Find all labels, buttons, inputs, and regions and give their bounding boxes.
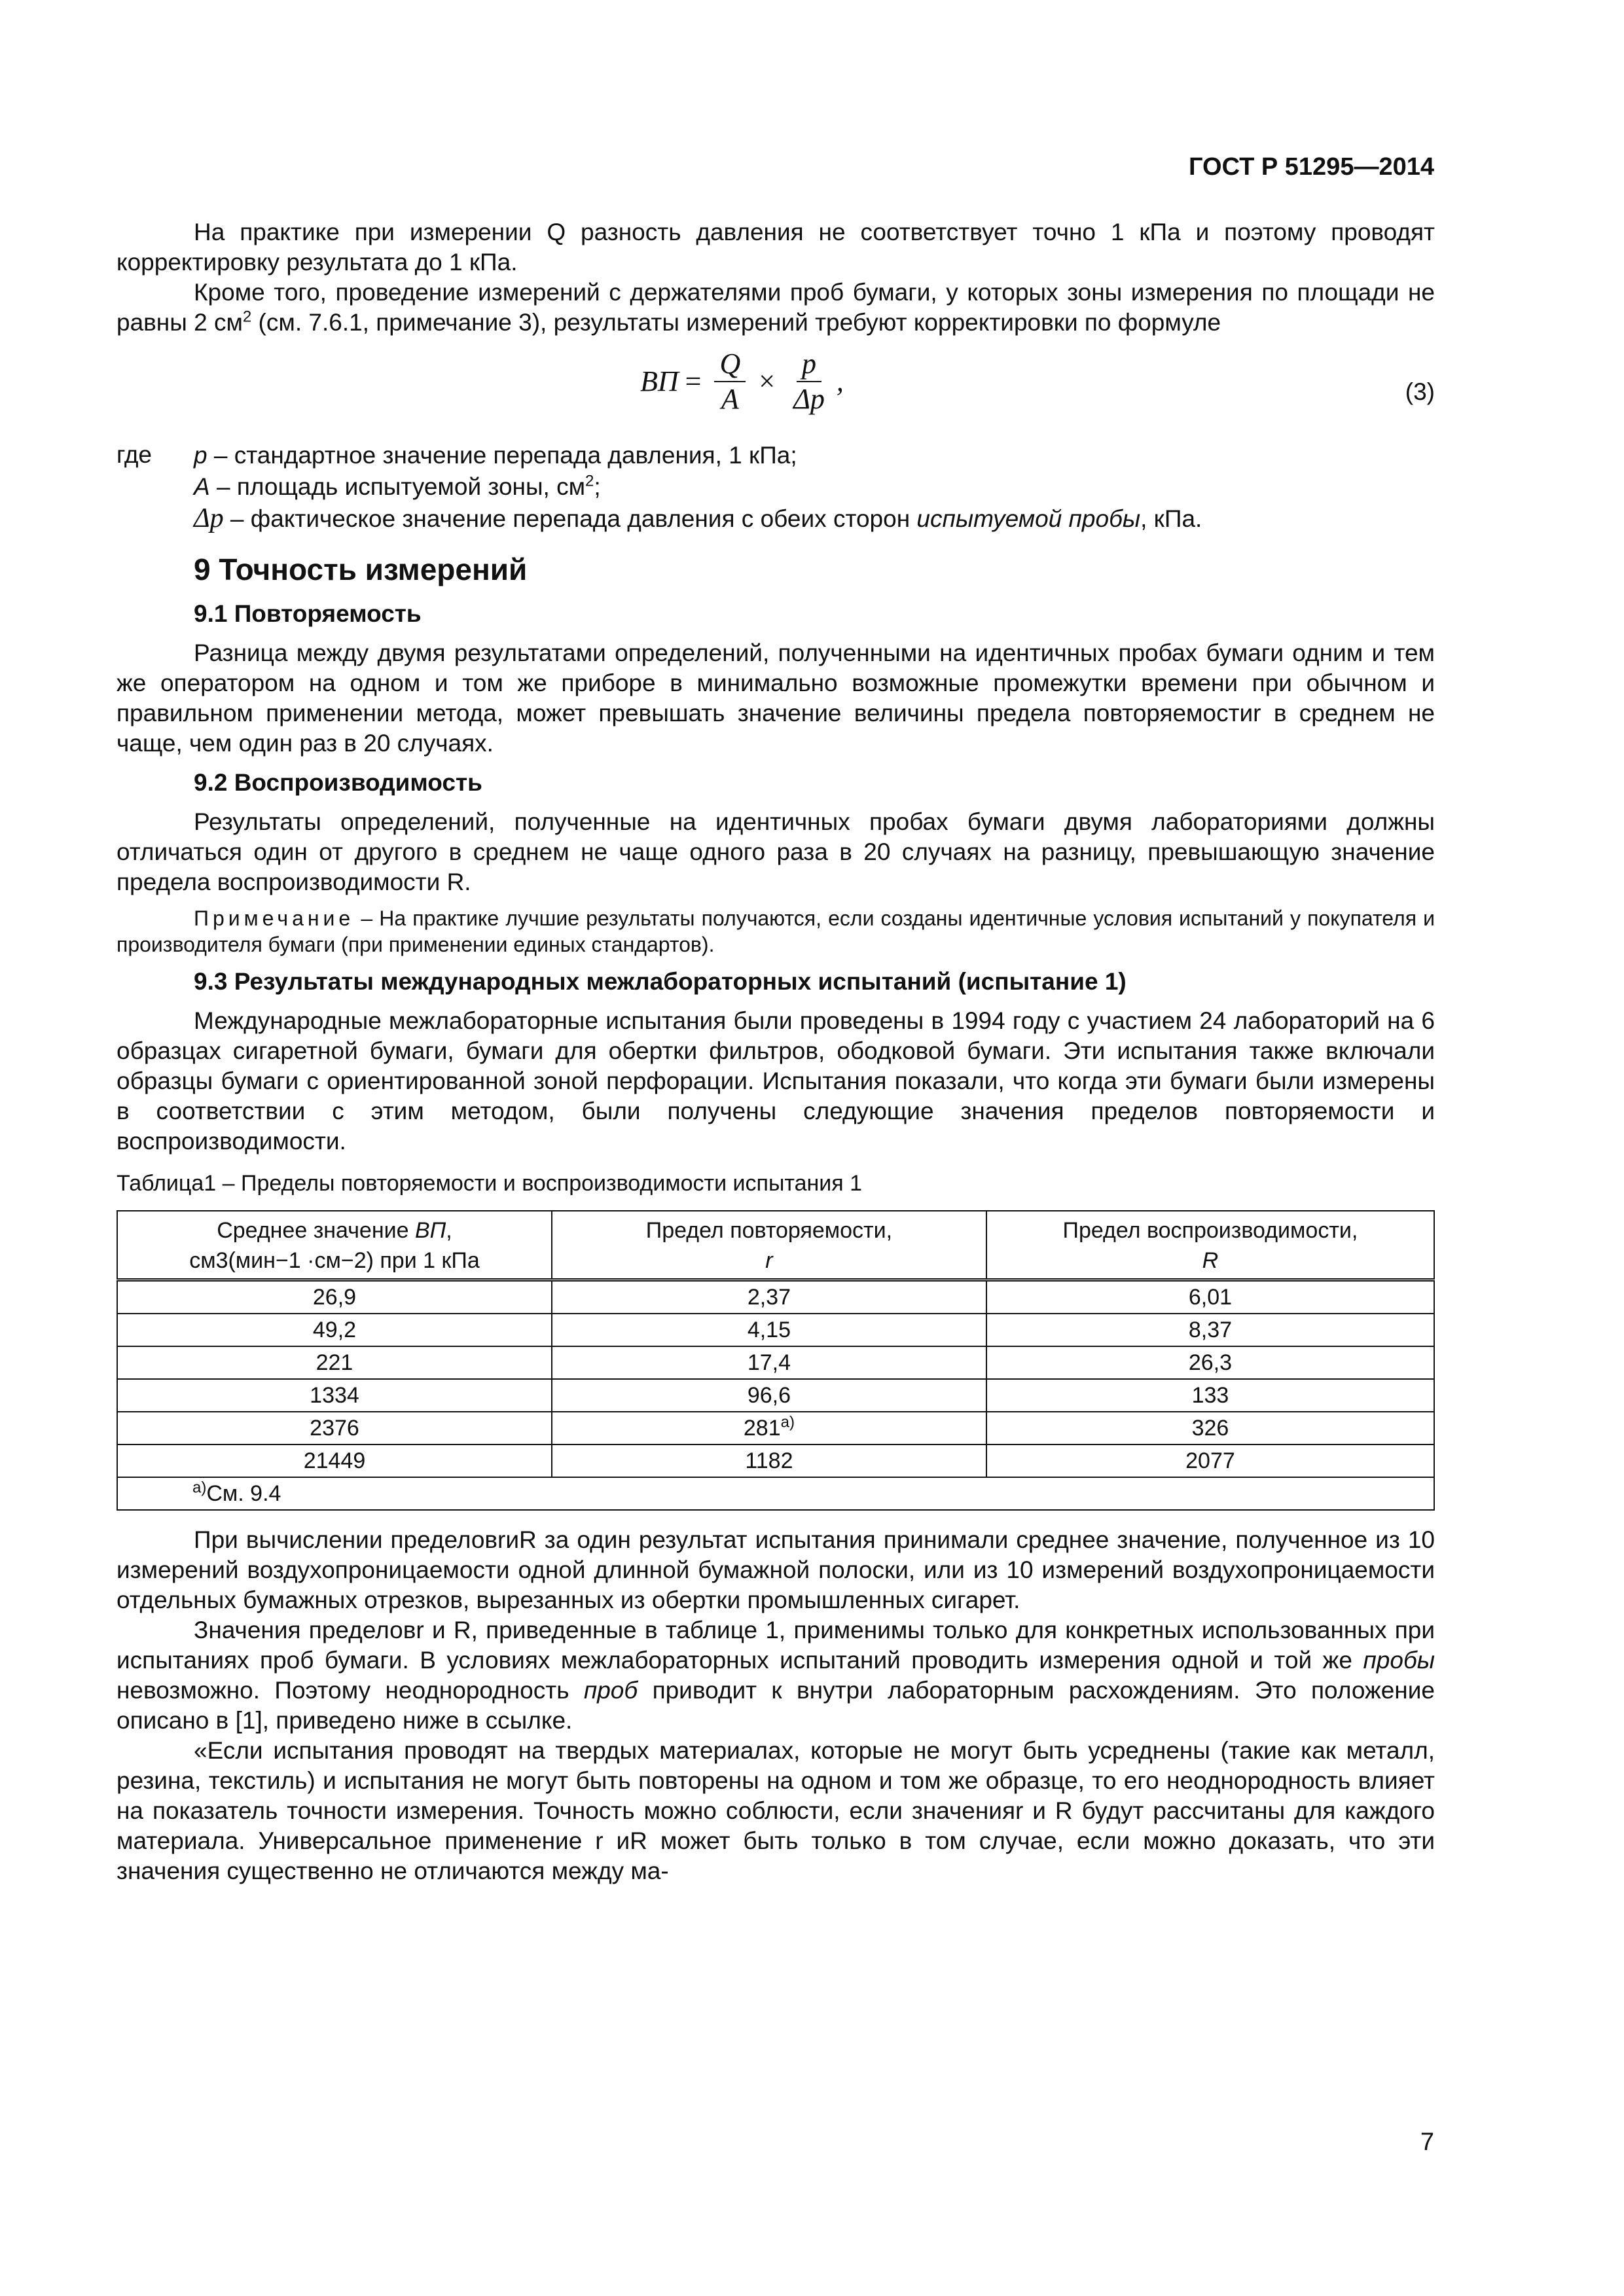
paragraph-holders: Кроме того, проведение измерений с держателями проб бумаги, у которых зоны измерения по площади не равны 2 $см^2$ (см. 7.6.1, примечание 3), результаты измерений требуют корректировки по формуле [117,279,1435,336]
header-reproducibility-limit: Предел воспроизводимости, R [986,1211,1434,1280]
document-header: ГОСТ Р 51295—2014 [1189,153,1434,181]
paragraph-q-correction: На практике при измерении Q разность давления не соответствует точно 1 кПа и поэтому проводят корректировку результата до 1 кПа. [117,219,1435,276]
subsection-title-9-1: 9.1 Повторяемость [194,600,422,627]
paragraph-interlab: Международные межлабораторные испытания были проведены в 1994 году с участием 24 лабораторий на 6 образцах сигаретной бумаги, бумаги для обертки фильтров, ободковой бумаги. Эти испытания также включали образцы бумаги с ориентированной зоной перфорации. Испытания показали, что когда эти бумаги были измерены в соответствии с этим методом, были получены следующие значения пределов повторяемости и воспроизводимости. [117,1007,1435,1155]
subsection-title-9-3: 9.3 Результаты международных межлабораторных испытаний (испытание 1) [194,968,1127,995]
paragraph-quote: «Если испытания проводят на твердых материалах, которые не могут быть усреднены (такие как металл, резина, текстиль) и испытания не могут быть повторены на одном и том же образце, то его неоднородность влияет на показатель точности измерения. Точность можно соблюсти, если значенияr и R будут рассчитаны для каждого материала. Универсальное применение r иR может быть только в том случае, если можно доказать, что эти значения существенно не отличаются между ма- [117,1737,1435,1884]
table-row: 21449 1182 2077 [117,1444,1434,1477]
table-footnote-row: $^{а)}$См. 9.4 [117,1477,1434,1510]
fraction-q-a: $\frac{Q}{A}$ [714,347,746,416]
formula-expression: ВП = $\frac{Q}{A}$ × $\frac{p}{\Delta p}$ , [640,348,844,415]
legend-dp: Δp – фактическое значение перепада давления с обеих сторон испытуемой пробы, кПа. [194,503,1202,533]
section-title: 9 Точность измерений [194,552,528,586]
table-row: 26,9 2,37 6,01 [117,1280,1434,1314]
subsection-title-9-2: 9.2 Воспроизводимость [194,769,482,796]
formula-number: (3) [1405,378,1435,405]
paragraph-calculation: При вычислении пределовrиR за один результат испытания принимали среднее значение, полученное из 10 измерений воздухопроницаемости одной длинной бумажной полоски, или из 10 измерений воздухопроницаемости отдельных бумажных отрезков, вырезанных из обертки промышленных сигарет. [117,1526,1435,1613]
table-row: 1334 96,6 133 [117,1379,1434,1412]
content [117,217,1435,1886]
formula-3 [117,342,1435,440]
note: Примечание – На практике лучшие результаты получаются, если созданы идентичные условия испытаний у покупателя и производителя бумаги (при применении единых стандартов). [117,906,1435,956]
formula-legend: где p – стандартное значение перепада давления, 1 кПа; A – площадь испытуемой зоны, $см^2$; [117,440,1435,503]
legend-p: p – стандартное значение перепада давления, 1 кПа; [194,442,797,469]
limits-table [117,1210,1435,1511]
page-number: 7 [1420,2128,1434,2156]
legend-a: A – площадь испытуемой зоны, $см^2$; [194,472,601,500]
table-header-row [117,1211,1434,1280]
table-row: 221 17,4 26,3 [117,1346,1434,1379]
paragraph-reproducibility: Результаты определений, полученные на идентичных пробах бумаги двумя лабораториями должны отличаться один от другого в среднем не чаще одного раза в 20 случаях на разницу, превышающую значение предела воспроизводимости R. [117,808,1435,895]
table-row: 49,2 4,15 8,37 [117,1314,1434,1346]
fraction-p-dp: $\frac{p}{\Delta p}$ [793,348,825,415]
header-mean-value: Среднее значение ВП, см3(мин−1 ·см−2) при 1 кПа [117,1211,552,1280]
header-repeatability-limit: Предел повторяемости, r [552,1211,986,1280]
paragraph-applicability: Значения пределовr и R, приведенные в таблице 1, применимы только для конкретных использованных при испытаниях проб бумаги. В условиях межлабораторных испытаний проводить измерения одной и той же пробы невозможно. Поэтому неоднородность проб приводит к внутри лабораторным расхождениям. Это положение описано в [1], приведено ниже в ссылке. [117,1617,1435,1734]
paragraph-repeatability: Разница между двумя результатами определений, полученными на идентичных пробах бумаги одним и тем же оператором на одном и том же приборе в минимально возможные промежутки времени при обычном и правильном применении метода, может превышать значение величины предела повторяемостиr в среднем не чаще, чем один раз в 20 случаях. [117,639,1435,757]
table-row: 2376 $281^{а)}$ 326 [117,1412,1434,1444]
table-caption: Таблица1 – Пределы повторяемости и воспроизводимости испытания 1 [117,1171,863,1196]
